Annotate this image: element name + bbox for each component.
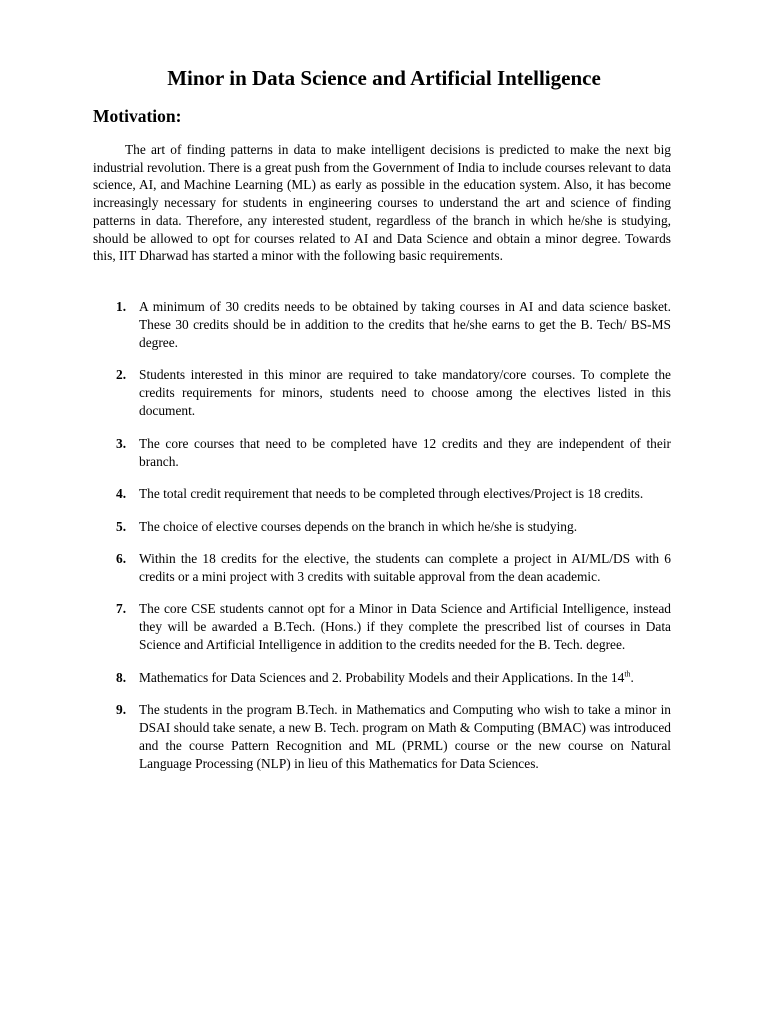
requirement-item-8 — [93, 669, 671, 687]
requirement-number: 4. — [116, 486, 127, 502]
requirement-number: 7. — [116, 601, 127, 617]
requirement-item-5 — [93, 518, 671, 536]
ordinal-superscript: th — [624, 669, 631, 679]
requirement-text: The choice of elective courses depends on the branch in which he/she is studying. — [139, 518, 578, 534]
requirement-text: A minimum of 30 credits needs to be obtained by taking courses in AI and data science basket. These 30 credits should be in addition to the credits that he/she earns to get the B. Tech/ BS-MS degree. — [139, 299, 671, 350]
requirement-number: 3. — [116, 435, 127, 451]
requirement-number: 9. — [116, 702, 127, 718]
requirement-item-9 — [93, 701, 671, 773]
requirement-text: The core courses that need to be completed have 12 credits and they are independent of their branch. — [139, 435, 671, 469]
requirement-item-3 — [93, 435, 671, 471]
document-title: Minor in Data Science and Artificial Intelligence — [167, 66, 601, 90]
requirement-item-2 — [93, 366, 671, 420]
requirement-text: The students in the program B.Tech. in Mathematics and Computing who wish to take a minor in DSAI should take senate, a new B. Tech. program on Math & Computing (BMAC) was introduced and the course Pattern Recognition and ML (PRML) course or the new course on Natural Language Processing (NLP) in lieu of this Mathematics for Data Sciences. — [139, 702, 671, 771]
requirement-text: The total credit requirement that needs to be completed through electives/Project is 18 credits. — [139, 486, 644, 502]
requirement-text: Students interested in this minor are required to take mandatory/core courses. To complete the credits requirements for minors, students need to choose among the electives listed in this document. — [139, 367, 671, 419]
section-heading-motivation: Motivation: — [93, 106, 182, 126]
requirement-item-1 — [93, 298, 671, 352]
requirement-item-4 — [93, 485, 671, 503]
requirement-item-7 — [93, 600, 671, 654]
requirement-text: Within the 18 credits for the elective, the students can complete a project in AI/ML/DS with 6 credits or a mini project with 3 credits with suitable approval from the dean academic. — [139, 551, 671, 584]
requirement-number: 5. — [116, 518, 127, 534]
requirement-number: 8. — [116, 669, 127, 685]
requirement-text: The core CSE students cannot opt for a Minor in Data Science and Artificial Intelligence, instead they will be awarded a B.Tech. (Hons.) if they complete the prescribed list of courses in Data Science and Artificial Intelligence in addition to the credits needed for the B. Tech. degree. — [139, 601, 671, 653]
requirement-item-6 — [93, 550, 671, 586]
motivation-paragraph: The art of finding patterns in data to make intelligent decisions is predicted to make the next big industrial revolution. There is a great push from the Government of India to include courses relevant to data science, AI, and Machine Learning (ML) as early as possible in the education system. Also, it has become increasingly necessary for students in engineering courses to understand the art and science of finding patterns in data. Therefore, any interested student, regardless of the branch in which he/she is studying, should be allowed to opt for courses related to AI and Data Science and obtain a minor degree. Towards this, IIT Dharwad has started a minor with the following basic requirements. — [93, 142, 671, 264]
requirement-text-end: . — [630, 669, 634, 685]
requirement-text — [139, 670, 634, 685]
requirements-list — [93, 298, 671, 787]
requirement-number: 6. — [116, 551, 127, 567]
requirement-number: 1. — [116, 299, 127, 314]
requirement-number: 2. — [116, 367, 127, 383]
requirement-text-main: Mathematics for Data Sciences and 2. Probability Models and their Applications. In the 14 — [139, 669, 625, 685]
